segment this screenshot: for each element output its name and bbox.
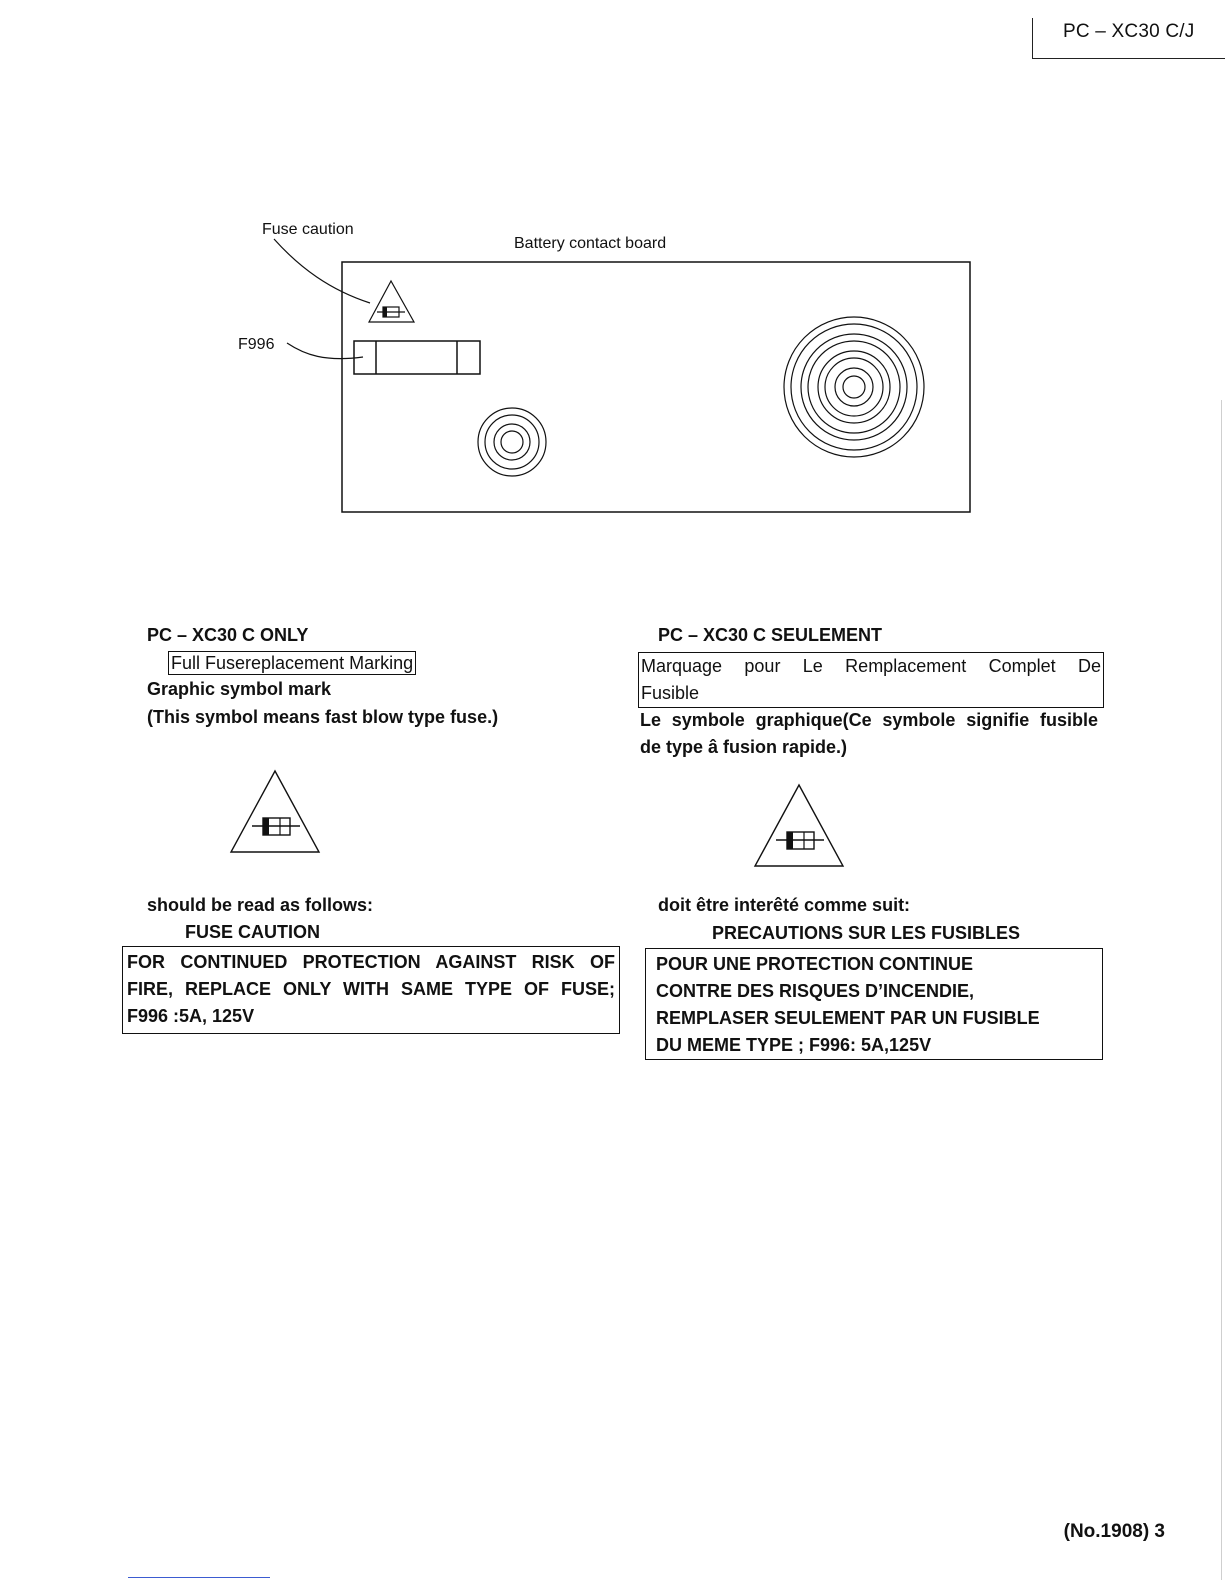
fuse-symbol-icon-fr [752,782,848,868]
french-read-as: doit être interêté comme suit: [658,895,911,915]
french-caution-line-3: REMPLASER SEULEMENT PAR UN FUSIBLE [656,1008,1040,1028]
french-caution-line-4: DU MEME TYPE ; F996: 5A,125V [656,1035,932,1055]
english-caution-line-1: FOR CONTINUED PROTECTION AGAINST RISK OF [127,952,615,972]
french-caution-box [645,948,1103,1060]
french-caution-title: PRECAUTIONS SUR LES FUSIBLES [712,923,1021,943]
english-symbol-note: (This symbol means fast blow type fuse.) [147,707,499,727]
page-edge-line [1221,400,1222,1580]
page-number: (No.1908) 3 [1063,1521,1165,1542]
french-caution-line-2: CONTRE DES RISQUES D’INCENDIE, [656,981,975,1001]
english-symbol-line: Graphic symbol mark [147,679,332,699]
board-outline [342,262,970,512]
english-caution-line-3: F996 :5A, 125V [127,1006,255,1026]
french-symbol-text [640,707,1098,761]
board-label: Battery contact board [514,235,667,252]
english-read-as: should be read as follows: [147,895,374,915]
model-tag-text: PC – XC30 C/J [1063,21,1195,42]
french-symbol-line-2: de type â fusion rapide.) [640,737,848,757]
fuse-caution-leader [274,239,370,303]
french-symbol-line-1: Le symbole graphique(Ce symbole signifie fusible [640,710,1098,730]
fuse-symbol-icon [228,768,324,854]
caution-triangle-icon [369,281,414,322]
fuse-leader [287,343,363,359]
fuse-label: F996 [238,336,275,353]
english-marking-box: Full Fusereplacement Marking [168,651,416,675]
fuse-f996-shape [354,341,480,374]
english-caution-box [122,946,620,1034]
fuse-caution-label: Fuse caution [262,221,354,238]
french-caution-line-1: POUR UNE PROTECTION CONTINUE [656,954,974,974]
english-caution-line-2: FIRE, REPLACE ONLY WITH SAME TYPE OF FUSE; [127,979,615,999]
english-caution-title: FUSE CAUTION [185,922,320,942]
scan-artifact-line [128,1577,270,1578]
french-heading: PC – XC30 C SEULEMENT [658,625,883,645]
english-heading: PC – XC30 C ONLY [147,625,309,645]
french-marking-box [638,652,1104,708]
french-marking-line-2: Fusible [641,683,700,703]
large-contact-circles [784,317,924,457]
battery-board-diagram [0,0,1225,560]
french-marking-line-1: Marquage pour Le Remplacement Complet De [641,656,1101,676]
small-contact-circles [478,408,546,476]
